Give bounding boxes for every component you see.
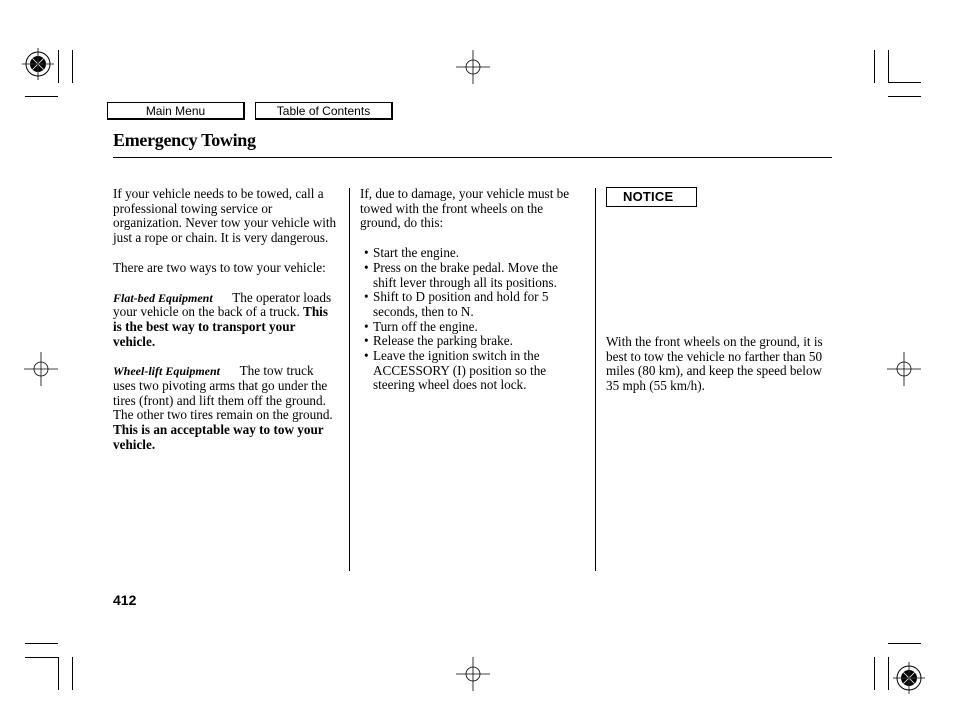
list-item: • Start the engine. bbox=[360, 246, 584, 261]
crosshair-icon bbox=[24, 352, 58, 386]
column-divider bbox=[595, 188, 596, 571]
wheellift-text: The tow truck uses two pivoting arms that go under the tires (front) and lift them off the ground. The other two tires remain on the ground. bbox=[113, 363, 333, 423]
flatbed-heading: Flat-bed Equipment bbox=[113, 290, 213, 305]
ways-paragraph: There are two ways to tow your vehicle: bbox=[113, 259, 326, 275]
notice-label: NOTICE bbox=[606, 187, 697, 207]
intro-paragraph: If your vehicle needs to be towed, call a professional towing service or organization. Never tow your vehicle with just a rope or chain. It is very dangerous. bbox=[113, 186, 337, 246]
flatbed-bold-text: This is the best way to transport your vehicle. bbox=[113, 304, 328, 349]
damage-intro: If, due to damage, your vehicle must be towed with the front wheels on the ground, do this: bbox=[360, 186, 570, 231]
title-rule bbox=[113, 157, 832, 158]
towing-steps-list bbox=[360, 246, 584, 393]
column-left bbox=[113, 187, 339, 453]
wheellift-bold-text: This is an acceptable way to tow your vehicle. bbox=[113, 422, 324, 452]
crosshair-icon bbox=[456, 50, 490, 84]
list-item: • Press on the brake pedal. Move the shift lever through all its positions. bbox=[360, 261, 584, 290]
flatbed-text: The operator loads your vehicle on the back of a truck. bbox=[113, 289, 332, 320]
wheellift-heading: Wheel-lift Equipment bbox=[113, 364, 221, 379]
page-title: Emergency Towing bbox=[113, 130, 256, 150]
registration-target-icon bbox=[893, 662, 925, 694]
flatbed-paragraph bbox=[113, 291, 339, 350]
table-of-contents-button[interactable]: Table of Contents bbox=[255, 102, 393, 120]
column-right bbox=[606, 335, 836, 394]
registration-target-icon bbox=[22, 48, 54, 80]
list-item: • Turn off the engine. bbox=[360, 320, 584, 335]
page-number: 412 bbox=[113, 592, 137, 608]
column-divider bbox=[349, 188, 350, 571]
notice-text: With the front wheels on the ground, it is best to tow the vehicle no farther than 50 miles (80 km), and keep the speed below 35 mph (55 km/h). bbox=[606, 334, 823, 394]
column-middle bbox=[360, 187, 584, 393]
crosshair-icon bbox=[456, 657, 490, 691]
main-menu-button[interactable]: Main Menu bbox=[107, 102, 245, 120]
list-item: • Shift to D position and hold for 5 seconds, then to N. bbox=[360, 290, 584, 319]
list-item: • Release the parking brake. bbox=[360, 334, 584, 349]
crosshair-icon bbox=[887, 352, 921, 386]
wheellift-paragraph bbox=[113, 364, 339, 452]
list-item: • Leave the ignition switch in the ACCESSORY (I) position so the steering wheel does not lock. bbox=[360, 349, 584, 393]
